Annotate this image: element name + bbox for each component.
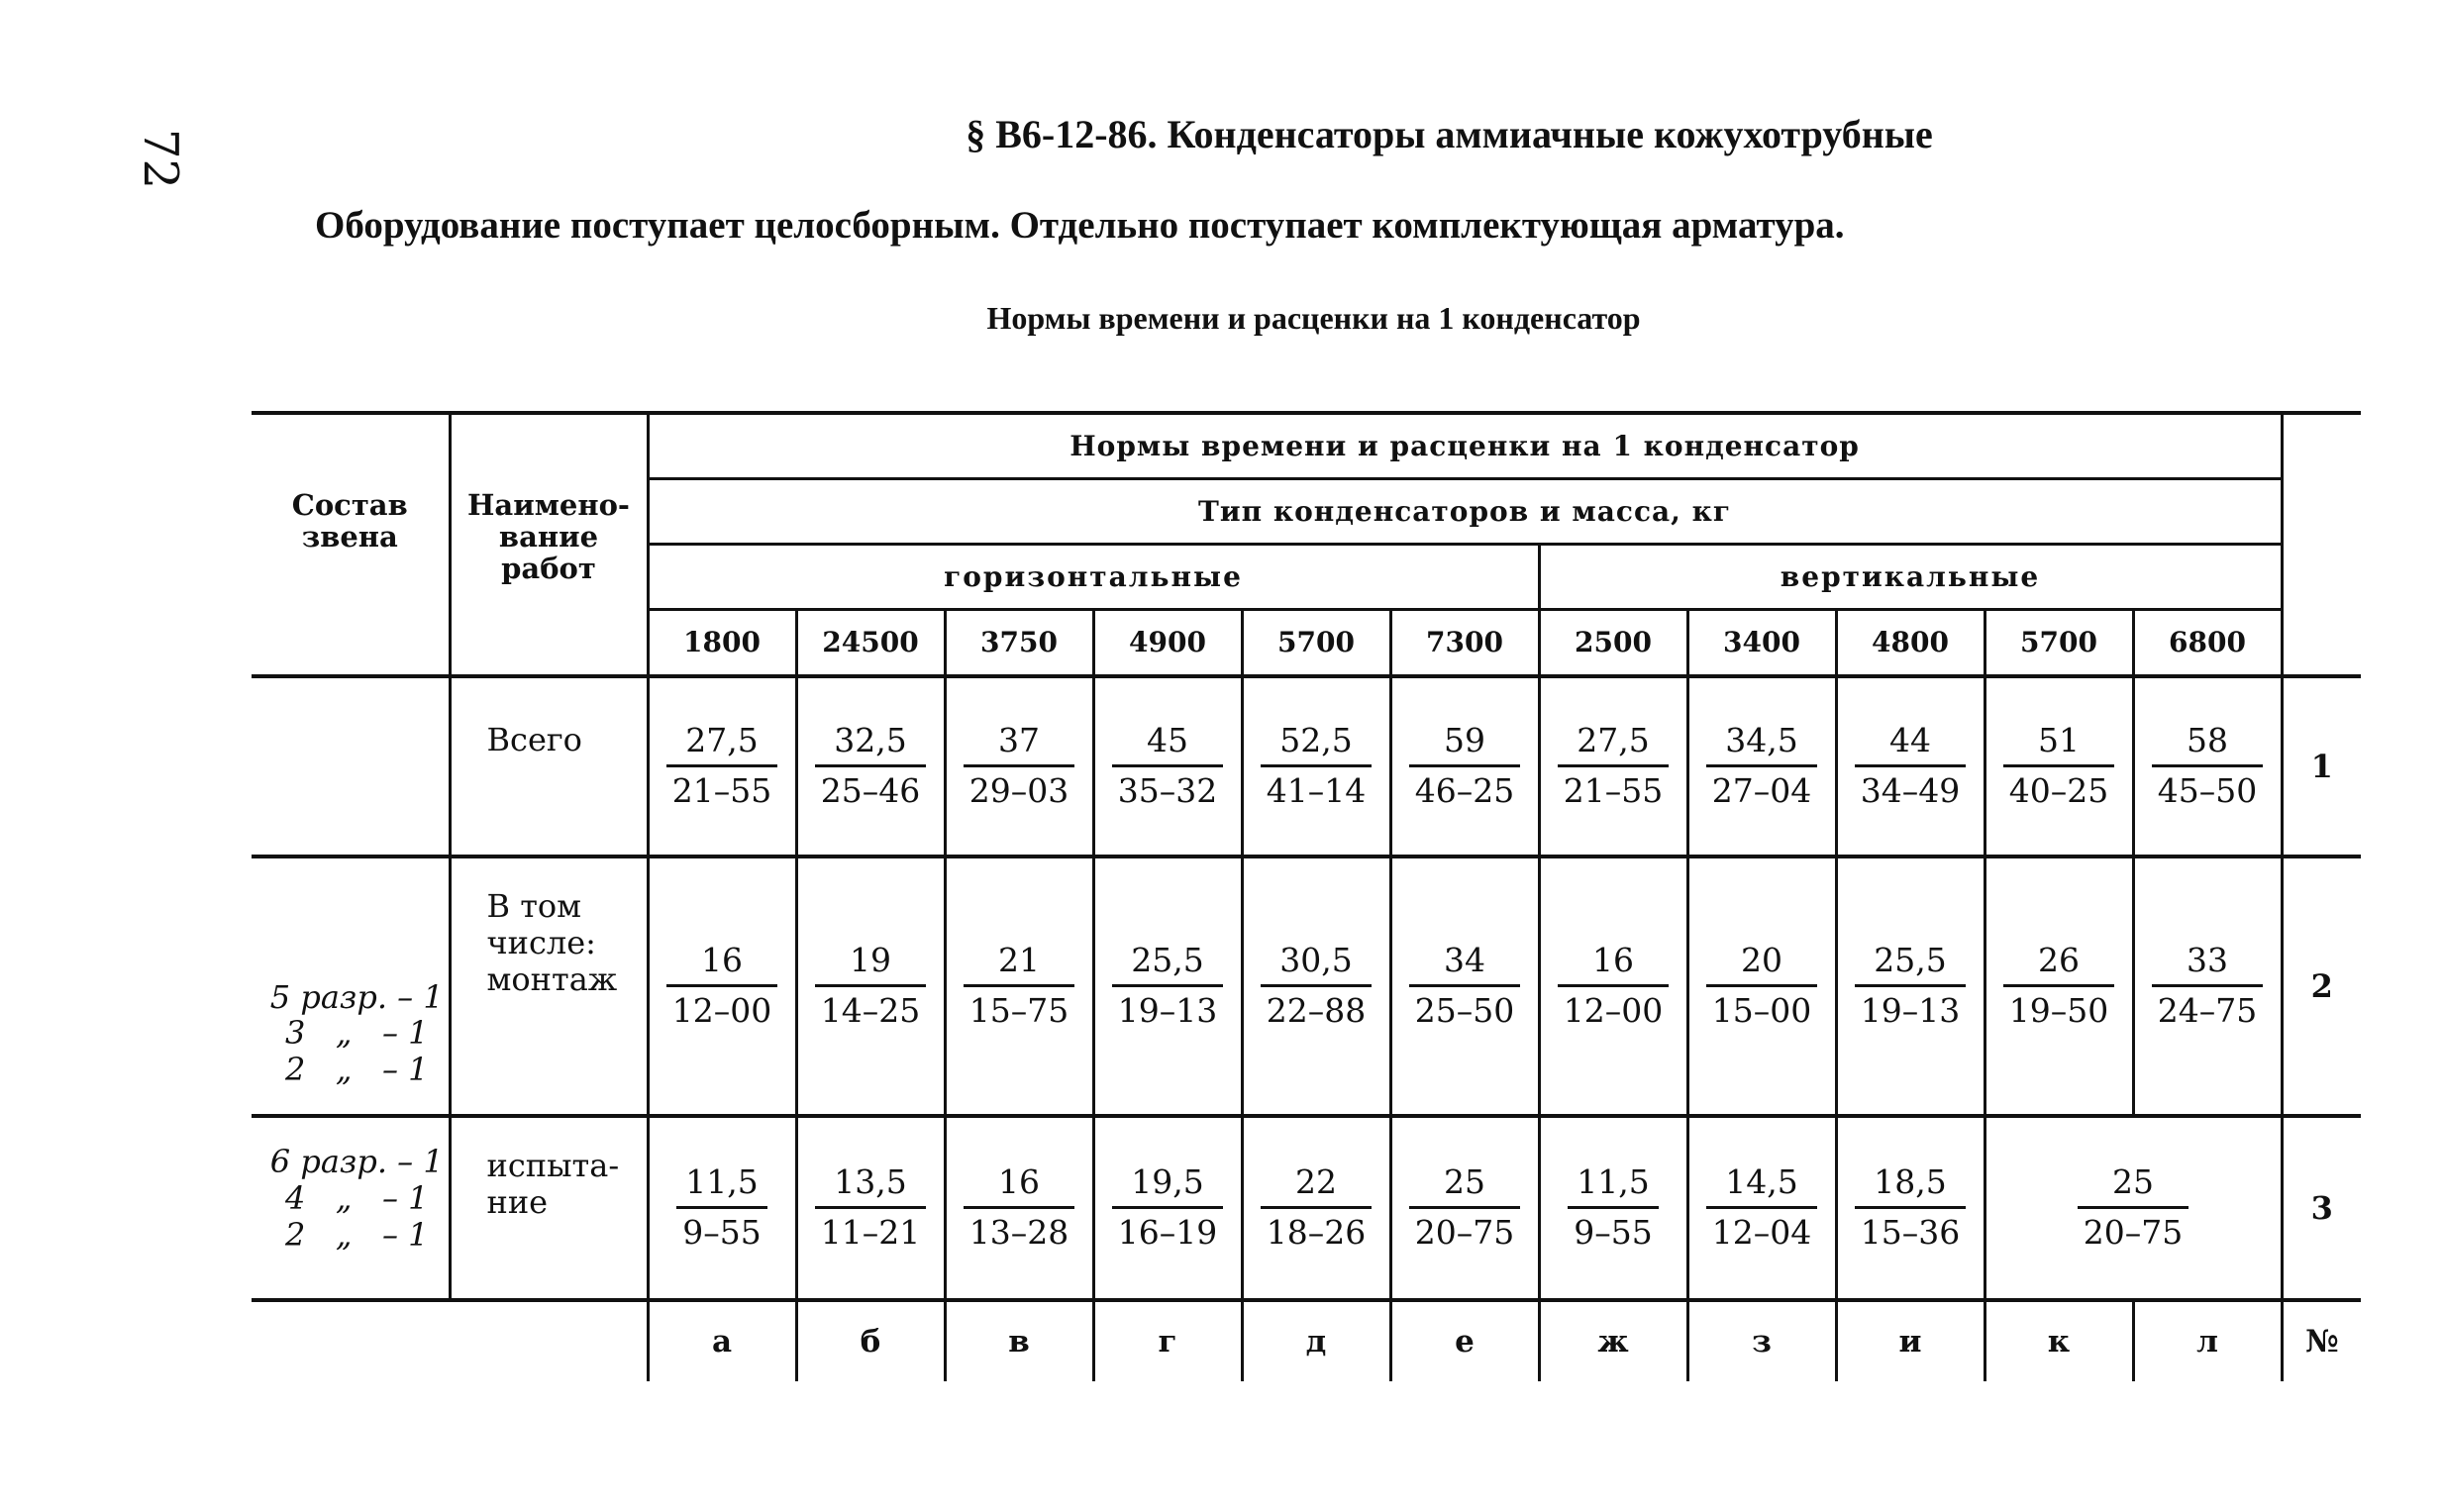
value-cell-merged: [1985, 1116, 2282, 1300]
norm-fraction: [1261, 720, 1372, 811]
crew-cell: [252, 857, 450, 1116]
rate-price: 21–55: [1563, 771, 1664, 811]
column-letter: и: [1836, 1300, 1985, 1381]
value-cell: [2133, 676, 2282, 857]
norm-fraction: [1558, 720, 1669, 811]
time-norm: 20: [1706, 943, 1817, 987]
rate-price: 13–28: [968, 1213, 1069, 1253]
norm-fraction: [815, 1161, 926, 1253]
time-norm: 21: [964, 943, 1074, 987]
letters-empty: [450, 1300, 648, 1381]
time-norm: 52,5: [1261, 723, 1372, 767]
crew-line: 5 разр. – 1: [269, 977, 444, 1016]
time-norm: 11,5: [1568, 1164, 1659, 1209]
value-cell: [796, 857, 945, 1116]
mass-cell: 5700: [1985, 609, 2133, 676]
value-cell: [945, 1116, 1093, 1300]
mass-cell: 3400: [1687, 609, 1836, 676]
rate-price: 41–14: [1266, 771, 1367, 811]
time-norm: 25: [2078, 1164, 2189, 1209]
time-norm: 14,5: [1706, 1164, 1817, 1209]
rate-price: 21–55: [671, 771, 772, 811]
time-norm: 13,5: [815, 1164, 926, 1209]
norm-fraction: [1112, 1161, 1223, 1253]
rate-price: 12–00: [671, 991, 772, 1031]
rate-price: 29–03: [968, 771, 1069, 811]
mass-cell: 6800: [2133, 609, 2282, 676]
row-number: 2: [2310, 967, 2333, 1005]
table-caption: Нормы времени и расценки на 1 конденсатор: [986, 300, 1641, 336]
norm-fraction: [1409, 1161, 1520, 1253]
value-cell: [1390, 857, 1539, 1116]
crew-cell: [252, 676, 450, 857]
rate-price: 20–75: [2083, 1213, 2184, 1253]
norm-fraction: [815, 940, 926, 1031]
mass-cell: 24500: [796, 609, 945, 676]
norm-fraction: [964, 1161, 1074, 1253]
norm-fraction: [2003, 720, 2114, 811]
column-letter: г: [1093, 1300, 1242, 1381]
rate-price: 34–49: [1860, 771, 1961, 811]
column-letter: б: [796, 1300, 945, 1381]
norm-fraction: [1855, 1161, 1966, 1253]
rate-price: 40–25: [2008, 771, 2109, 811]
time-norm: 19: [815, 943, 926, 987]
rate-price: 9–55: [1574, 1213, 1653, 1253]
rate-price: 19–13: [1117, 991, 1218, 1031]
norm-fraction: [666, 940, 777, 1031]
time-norm: 32,5: [815, 723, 926, 767]
value-cell: [648, 676, 796, 857]
time-norm: 51: [2003, 723, 2114, 767]
work-cell: Всего: [450, 676, 648, 857]
norm-fraction: [1261, 940, 1372, 1031]
time-norm: 25: [1409, 1164, 1520, 1209]
mass-cell: 3750: [945, 609, 1093, 676]
value-cell: [1985, 676, 2133, 857]
norm-fraction: [964, 720, 1074, 811]
row-number-label: №: [2282, 1300, 2361, 1381]
norm-fraction: [1409, 940, 1520, 1031]
value-cell: [1093, 1116, 1242, 1300]
rate-price: 24–75: [2157, 991, 2258, 1031]
column-letter: е: [1390, 1300, 1539, 1381]
rate-price: 15–75: [968, 991, 1069, 1031]
rate-price: 15–00: [1711, 991, 1812, 1031]
value-cell: [945, 857, 1093, 1116]
rate-price: 45–50: [2157, 771, 2258, 811]
norm-fraction: [1409, 720, 1520, 811]
rate-price: 27–04: [1711, 771, 1812, 811]
norm-fraction: [1706, 940, 1817, 1031]
value-cell: [1687, 676, 1836, 857]
time-norm: 16: [964, 1164, 1074, 1209]
crew-line: 4 „ – 1: [285, 1178, 429, 1217]
column-letter: в: [945, 1300, 1093, 1381]
value-cell: [1539, 676, 1687, 857]
rate-price: 25–46: [820, 771, 921, 811]
row-number: 1: [2310, 748, 2333, 785]
norm-fraction: [2003, 940, 2114, 1031]
crew-cell: [252, 1116, 450, 1300]
norm-fraction: [2078, 1161, 2189, 1253]
time-norm: 59: [1409, 723, 1520, 767]
rate-price: 12–04: [1711, 1213, 1812, 1253]
value-cell: [1093, 676, 1242, 857]
rate-price: 20–75: [1414, 1213, 1515, 1253]
mass-cell: 2500: [1539, 609, 1687, 676]
header-horizontal: горизонтальные: [648, 544, 1539, 609]
time-norm: 44: [1855, 723, 1966, 767]
norm-fraction: [1855, 940, 1966, 1031]
crew-line: 2 „ – 1: [285, 1215, 429, 1254]
time-norm: 27,5: [1558, 723, 1669, 767]
value-cell: [1836, 857, 1985, 1116]
value-cell: [945, 676, 1093, 857]
header-crew: [252, 413, 450, 676]
header-vertical: вертикальные: [1539, 544, 2282, 609]
value-cell: [1985, 857, 2133, 1116]
rate-price: 22–88: [1266, 991, 1367, 1031]
value-cell: [1539, 857, 1687, 1116]
crew-line: 6 разр. – 1: [269, 1143, 444, 1180]
norm-fraction: [2152, 720, 2263, 811]
rate-price: 19–13: [1860, 991, 1961, 1031]
table-row: [252, 676, 2361, 857]
header-type: Тип конденсаторов и масса, кг: [648, 478, 2282, 544]
norm-fraction: [1261, 1161, 1372, 1253]
value-cell: [648, 1116, 796, 1300]
time-norm: 16: [666, 943, 777, 987]
header-crew-label: Состав звена: [291, 488, 408, 554]
value-cell: [1242, 857, 1390, 1116]
row-number: 3: [2310, 1189, 2333, 1227]
time-norm: 34,5: [1706, 723, 1817, 767]
letters-empty: [252, 1300, 450, 1381]
norm-fraction: [666, 720, 777, 811]
norms-table: [252, 411, 2361, 1381]
time-norm: 22: [1261, 1164, 1372, 1209]
norm-fraction: [1112, 940, 1223, 1031]
page-number: 72: [133, 129, 188, 190]
time-norm: 18,5: [1855, 1164, 1966, 1209]
work-cell: В том числе: монтаж: [450, 857, 648, 1116]
value-cell: [796, 676, 945, 857]
value-cell: [1390, 1116, 1539, 1300]
value-cell: [1242, 1116, 1390, 1300]
value-cell: [1539, 1116, 1687, 1300]
value-cell: [1390, 676, 1539, 857]
crew-line: 2 „ – 1: [285, 1051, 429, 1089]
time-norm: 27,5: [666, 723, 777, 767]
value-cell: [1687, 1116, 1836, 1300]
value-cell: [1093, 857, 1242, 1116]
norm-fraction: [2152, 940, 2263, 1031]
column-letter: а: [648, 1300, 796, 1381]
value-cell: [1687, 857, 1836, 1116]
time-norm: 33: [2152, 943, 2263, 987]
value-cell: [796, 1116, 945, 1300]
mass-cell: 5700: [1242, 609, 1390, 676]
value-cell: [2133, 857, 2282, 1116]
header-empty: [2282, 413, 2361, 676]
time-norm: 37: [964, 723, 1074, 767]
header-work: [450, 413, 648, 676]
rate-price: 46–25: [1414, 771, 1515, 811]
norm-fraction: [1558, 940, 1669, 1031]
norm-fraction: [964, 940, 1074, 1031]
time-norm: 30,5: [1261, 943, 1372, 987]
norm-fraction: [1112, 720, 1223, 811]
norm-fraction: [1706, 1161, 1817, 1253]
mass-cell: 4900: [1093, 609, 1242, 676]
header-work-label: Наимено-вание работ: [467, 488, 630, 585]
mass-cell: 7300: [1390, 609, 1539, 676]
rate-price: 18–26: [1266, 1213, 1367, 1253]
section-heading: § В6-12-86. Конденсаторы аммиачные кожухотрубные: [966, 112, 1933, 156]
table-row: [252, 1116, 2361, 1300]
value-cell: [1836, 676, 1985, 857]
time-norm: 16: [1558, 943, 1669, 987]
column-letter: ж: [1539, 1300, 1687, 1381]
rate-price: 14–25: [820, 991, 921, 1031]
norm-fraction: [815, 720, 926, 811]
value-cell: [648, 857, 796, 1116]
rate-price: 35–32: [1117, 771, 1218, 811]
time-norm: 25,5: [1855, 943, 1966, 987]
crew-line: 3 „ – 1: [285, 1014, 429, 1053]
value-cell: [1836, 1116, 1985, 1300]
table-row: [252, 857, 2361, 1116]
intro-text: Оборудование поступает целосборным. Отдельно поступает комплектующая арматура.: [315, 204, 1845, 247]
time-norm: 25,5: [1112, 943, 1223, 987]
rate-price: 16–19: [1117, 1213, 1218, 1253]
column-letter: л: [2133, 1300, 2282, 1381]
time-norm: 26: [2003, 943, 2114, 987]
time-norm: 58: [2152, 723, 2263, 767]
rate-price: 9–55: [682, 1213, 762, 1253]
norm-fraction: [676, 1161, 767, 1253]
time-norm: 45: [1112, 723, 1223, 767]
rate-price: 19–50: [2008, 991, 2109, 1031]
column-letter: д: [1242, 1300, 1390, 1381]
norm-fraction: [1706, 720, 1817, 811]
rate-price: 12–00: [1563, 991, 1664, 1031]
norm-fraction: [1568, 1161, 1659, 1253]
rate-price: 25–50: [1414, 991, 1515, 1031]
time-norm: 34: [1409, 943, 1520, 987]
time-norm: 11,5: [676, 1164, 767, 1209]
time-norm: 19,5: [1112, 1164, 1223, 1209]
column-letter: к: [1985, 1300, 2133, 1381]
work-cell: испыта-ние: [450, 1116, 648, 1300]
rate-price: 15–36: [1860, 1213, 1961, 1253]
column-letter: з: [1687, 1300, 1836, 1381]
rate-price: 11–21: [820, 1213, 921, 1253]
norm-fraction: [1855, 720, 1966, 811]
header-norms: Нормы времени и расценки на 1 конденсатор: [648, 413, 2282, 478]
mass-cell: 1800: [648, 609, 796, 676]
mass-cell: 4800: [1836, 609, 1985, 676]
value-cell: [1242, 676, 1390, 857]
